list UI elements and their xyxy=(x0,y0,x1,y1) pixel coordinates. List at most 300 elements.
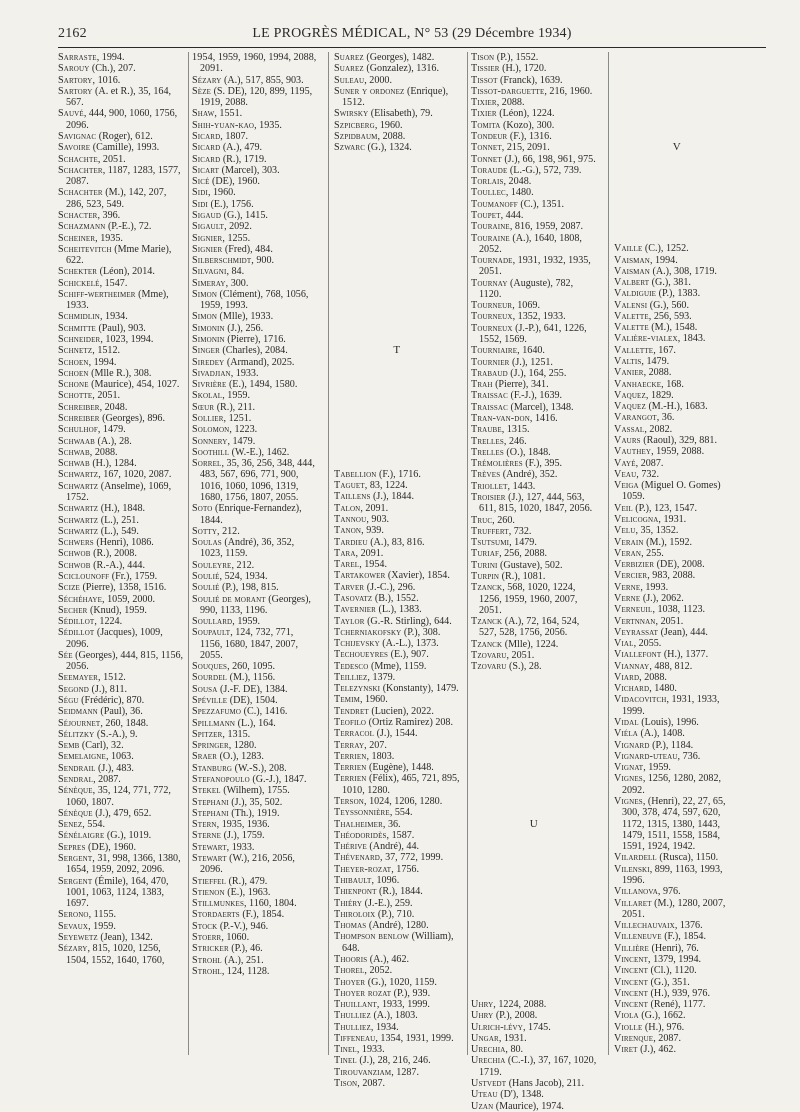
spacer xyxy=(334,221,460,232)
index-entry: Tzanck (A.), 72, 164, 524, 527, 528, 1756, 2056. xyxy=(471,616,580,639)
index-entry: Ustvedt (Hans Jacob), 211. xyxy=(471,1078,585,1090)
spacer xyxy=(471,797,597,808)
index-entry: Tarver (J.-C.), 296. xyxy=(334,581,416,593)
index-entry: Suarez (Georges), 1482. xyxy=(334,52,435,63)
spacer xyxy=(471,988,597,999)
index-entry: Tissot-darguette, 216, 1960. xyxy=(471,85,593,97)
spacer xyxy=(334,187,460,198)
index-entry: Sédillot (Jacques), 1009, 2096. xyxy=(58,627,163,650)
index-entry: Vaisman (A.), 308, 1719. xyxy=(614,265,717,277)
spacer xyxy=(614,52,740,63)
index-entry: Strohl (A.), 251. xyxy=(192,954,264,966)
index-entry: Soothill (W.-E.), 1462. xyxy=(192,446,290,458)
index-entry: Tzovaru (S.), 28. xyxy=(471,661,542,673)
index-entry: Silvagni, 84. xyxy=(192,266,245,278)
spacer xyxy=(614,187,740,198)
index-entry: Soulié (P.), 198, 815. xyxy=(192,582,279,594)
index-entry: Schnetz, 1512. xyxy=(58,345,121,357)
index-entry: Sicé (DE), 1960. xyxy=(192,176,260,188)
index-entry: Troisier (J.), 127, 444, 563, 611, 815, 1020, 1847, 2056. xyxy=(471,491,593,515)
index-entry: Schachte, 2051. xyxy=(58,153,126,165)
index-entry: Szwarc (G.), 1324. xyxy=(334,142,412,154)
spacer xyxy=(471,931,597,942)
index-entry: Spéville (DE), 1504. xyxy=(192,695,278,707)
index-entry: Soupault, 124, 732, 771, 1156, 1680, 1847, 2007, 2055. xyxy=(192,627,299,661)
index-entry: Scheiner, 1935. xyxy=(58,232,123,244)
index-entry: Stewart, 1933. xyxy=(192,841,255,853)
index-entry: Sivrière (E.), 1494, 1580. xyxy=(192,379,298,391)
index-entry: Traissac (Marcel), 1348. xyxy=(471,401,574,413)
index-entry: Touraine (A.), 1640, 1808, 2052. xyxy=(471,232,582,255)
index-entry: Tchijevsky (A.-L.), 1373. xyxy=(334,638,439,650)
index-entry: Signier (Fred), 484. xyxy=(192,243,273,255)
index-column-3 xyxy=(334,52,460,1089)
index-entry: Tinel, 1933. xyxy=(334,1044,385,1056)
index-entry: Tison (P.), 1552. xyxy=(471,52,539,63)
index-entry: Talon, 2091. xyxy=(334,502,389,514)
index-entry: Schoen, 1994. xyxy=(58,356,117,368)
index-entry: Torlais, 2048. xyxy=(471,176,532,188)
index-entry: Vilardell (Rusca), 1150. xyxy=(614,852,719,864)
index-entry: Schwartz (L.), 549. xyxy=(58,525,139,537)
index-entry: Viola (G.), 1662. xyxy=(614,1010,686,1022)
spacer xyxy=(614,232,740,243)
index-entry: Sonnery, 1479. xyxy=(192,435,256,447)
index-entry: Schulhof, 1479. xyxy=(58,424,126,436)
index-entry: Tournay (Auguste), 782, 1120. xyxy=(471,277,574,300)
index-entry: Valtis, 1479. xyxy=(614,356,670,368)
index-entry: Techoueyres (E.), 907. xyxy=(334,649,429,661)
index-entry: Sterne (J.), 1759. xyxy=(192,830,265,842)
spacer xyxy=(614,164,740,175)
spacer xyxy=(614,176,740,187)
index-entry: Sorrel, 35, 36, 256, 348, 444, 483, 567, 696, 771, 900, 1016, 1060, 1096, 1319, 1680, 1756, 1807, 2055. xyxy=(192,458,315,503)
index-entry: Theyer-rozat, 1756. xyxy=(334,863,419,875)
index-entry: Schoen (Mlle R.), 308. xyxy=(58,367,152,379)
index-entry: Sergent (Émile), 164, 470, 1001, 1063, 1124, 1383, 1697. xyxy=(58,875,169,910)
index-entry: Sraer (O.), 1283. xyxy=(192,751,264,763)
index-entry: Tournier (J.), 1251. xyxy=(471,356,553,368)
index-entry: Trèves (André), 352. xyxy=(471,469,558,481)
index-entry: Sivadjian, 1933. xyxy=(192,367,259,379)
index-entry: Thulliez, 1934. xyxy=(334,1021,399,1033)
spacer xyxy=(334,300,460,311)
spacer xyxy=(614,63,740,74)
index-entry: Sénèque (J.), 479, 652. xyxy=(58,807,152,819)
index-entry: Thérive (André), 44. xyxy=(334,841,420,853)
index-entry: Sigaud (G.), 1415. xyxy=(192,209,268,221)
index-entry: Stillmunkes, 1160, 1804. xyxy=(192,898,297,910)
index-entry: Tasovatz (B.), 1552. xyxy=(334,592,419,604)
index-entry: Tixier, 2088. xyxy=(471,97,525,109)
index-entry: Toupet, 444. xyxy=(471,209,524,221)
index-entry: Soullard, 1959. xyxy=(192,616,261,628)
spacer xyxy=(471,785,597,796)
index-entry: Tonnet (J.), 66, 198, 961, 975. xyxy=(471,153,596,165)
index-entry: Teofilo (Ortiz Ramirez) 208. xyxy=(334,717,453,729)
index-entry: Turpin (R.), 1081. xyxy=(471,570,546,582)
index-entry: Tarel, 1954. xyxy=(334,559,387,571)
index-entry: Stoerr, 1060. xyxy=(192,931,250,943)
index-entry: Scize (Pierre), 1358, 1516. xyxy=(58,582,167,594)
index-entry: Villanova, 976. xyxy=(614,886,681,898)
index-entry: Veiga (Miguel O. Gomes) 1059. xyxy=(614,480,721,503)
index-entry: Thooris (A.), 462. xyxy=(334,953,410,965)
spacer xyxy=(614,221,740,232)
index-entry: Triollet, 1443. xyxy=(471,480,536,492)
index-entry: Tzovaru, 2051. xyxy=(471,649,535,661)
index-entry: Schreiber, 2048. xyxy=(58,401,128,413)
index-entry: Valensi (G.), 560. xyxy=(614,299,690,311)
index-entry: Thompson benlow (William), 648. xyxy=(334,931,454,954)
index-entry: Stock (P.-V.), 946. xyxy=(192,920,269,932)
index-entry: Thiroloix (P.), 710. xyxy=(334,908,415,920)
spacer xyxy=(471,684,597,695)
index-entry: Varangot, 36. xyxy=(614,412,675,424)
spacer xyxy=(334,379,460,390)
index-entry: Valière-vialex, 1843. xyxy=(614,333,706,345)
index-entry: Vaille (C.), 1252. xyxy=(614,243,689,255)
index-entry: Vidacovitch, 1931, 1933, 1999. xyxy=(614,694,720,717)
index-entry: Uhry, 1224, 2088. xyxy=(471,999,547,1011)
index-entry: Tsutsumi, 1479. xyxy=(471,537,537,549)
index-entry: Skolal, 1959. xyxy=(192,390,250,402)
index-entry: Semb (Carl), 32. xyxy=(58,740,124,752)
column-divider xyxy=(608,52,609,1055)
index-entry: Thévenard, 37, 772, 1999. xyxy=(334,852,444,864)
spacer xyxy=(614,97,740,108)
index-entry: Tiffeneau, 1354, 1931, 1999. xyxy=(334,1032,454,1044)
index-entry: Vercier, 983, 2088. xyxy=(614,570,696,582)
section-letter: T xyxy=(393,344,401,357)
index-entry: Sidi, 1960. xyxy=(192,187,236,199)
index-entry: Verbizier (DE), 2008. xyxy=(614,559,705,571)
index-entry: Séjournet, 260, 1848. xyxy=(58,717,149,729)
index-entry: Sicard (A.), 479. xyxy=(192,142,263,154)
index-entry: Ségu (Frédéric), 870. xyxy=(58,695,145,707)
spacer xyxy=(614,198,740,209)
index-entry: Thienpont (R.), 1844. xyxy=(334,886,423,898)
index-entry: Vilenski, 899, 1163, 1993, 1996. xyxy=(614,863,723,886)
spacer xyxy=(471,954,597,965)
spacer xyxy=(471,864,597,875)
index-entry: Sarouy (Ch.), 207. xyxy=(58,63,136,75)
index-entry: Schwab (H.), 1284. xyxy=(58,458,137,470)
index-entry: Spillmann (L.), 164. xyxy=(192,717,276,729)
index-entry: Silberschmidt, 900. xyxy=(192,255,275,267)
spacer xyxy=(471,672,597,683)
index-entry: Violle (H.), 976. xyxy=(614,1021,685,1033)
index-entry: Soulié, 524, 1934. xyxy=(192,570,268,582)
index-entry: Sotty, 212. xyxy=(192,525,240,537)
index-entry: Sciclounoff (Fr.), 1759. xyxy=(58,570,158,582)
spacer xyxy=(471,751,597,762)
index-entry: Schwartz (H.), 1848. xyxy=(58,503,146,515)
index-entry: Singer (Charles), 2084. xyxy=(192,345,288,357)
index-entry: Vanhaecke, 168. xyxy=(614,378,684,390)
index-entry: Swirsky (Elisabeth), 79. xyxy=(334,108,433,120)
index-entry: Tinel (J.), 28, 216, 246. xyxy=(334,1055,431,1067)
spacer xyxy=(334,233,460,244)
index-entry: Vaquez (M.-H.), 1683. xyxy=(614,401,708,413)
index-entry: Tondeur (F.), 1316. xyxy=(471,130,552,142)
index-entry: Sicard (R.), 1719. xyxy=(192,153,267,165)
index-entry: Terson, 1024, 1206, 1280. xyxy=(334,796,443,807)
index-entry: Signier, 1255. xyxy=(192,232,251,244)
index-entry: Tomita (Kozo), 300. xyxy=(471,119,555,131)
spacer xyxy=(471,763,597,774)
index-entry: Turini (Gustave), 502. xyxy=(471,559,563,571)
spacer xyxy=(614,108,740,119)
index-entry: Scheitevitch (Mme Marie), 622. xyxy=(58,243,172,267)
index-entry: Villière (Henri), 76. xyxy=(614,942,699,954)
journal-title: LE PROGRÈS MÉDICAL, N° 53 (29 Décembre 1934) xyxy=(252,26,572,41)
index-entry: Thuillant, 1933, 1999. xyxy=(334,999,430,1011)
index-entry: Taylor (G.-R. Stirling), 644. xyxy=(334,615,452,627)
index-entry: Tixier (Léon), 1224. xyxy=(471,108,555,120)
index-entry: Stordaerts (F.), 1854. xyxy=(192,909,285,921)
index-entry: Trelles (O.), 1848. xyxy=(471,446,551,458)
index-entry: Vignat, 1959. xyxy=(614,762,671,774)
spacer xyxy=(334,154,460,165)
index-entry: Tartakower (Xavier), 1854. xyxy=(334,570,450,582)
index-entry: Stephani (Th.), 1919. xyxy=(192,807,280,819)
index-entry: Siredey (Armand), 2025. xyxy=(192,356,295,368)
index-entry: Spezzafumo (C.), 1416. xyxy=(192,706,288,718)
section-letter: U xyxy=(529,817,539,830)
index-entry: Shaw, 1551. xyxy=(192,108,243,120)
spacer xyxy=(471,718,597,729)
index-entry: Terrien, 1803. xyxy=(334,750,395,762)
index-entry: Sèze (S. DE), 120, 899, 1195, 1919, 2088. xyxy=(192,85,313,109)
index-entry: Telezynski (Konstanty), 1479. xyxy=(334,683,459,695)
index-entry: Stephani (J.), 35, 502. xyxy=(192,796,283,808)
index-entry: Szpicberg, 1960. xyxy=(334,119,403,131)
index-entry: Taillens (J.), 1844. xyxy=(334,491,414,503)
index-entry: Verain (M.), 1592. xyxy=(614,536,693,548)
index-entry: Valette, 256, 593. xyxy=(614,310,692,322)
index-entry: Valdiguie (P.), 1383. xyxy=(614,288,701,300)
index-entry: Schacter, 396. xyxy=(58,209,121,221)
index-entry: Tzanck (Mlle), 1224. xyxy=(471,638,559,650)
index-entry: Viallefont (H.), 1377. xyxy=(614,649,709,661)
index-entry: Viard, 2088. xyxy=(614,671,667,683)
index-entry: Vayé, 2087. xyxy=(614,457,664,469)
spacer xyxy=(614,75,740,86)
spacer xyxy=(471,774,597,785)
index-entry: Strohl, 124, 1128. xyxy=(192,965,270,977)
index-entry: Stefanopoulo (G.-J.), 1847. xyxy=(192,774,307,785)
index-entry: Sevaux, 1959. xyxy=(58,920,116,932)
index-entry: Sée (Georges), 444, 815, 1156, 2056. xyxy=(58,649,184,673)
index-entry: Trémolières (F.), 395. xyxy=(471,458,563,470)
index-entry: Uhry (P.), 2008. xyxy=(471,1010,538,1022)
index-entry: Schwob (R.-A.), 444. xyxy=(58,559,145,571)
index-entry: Sartory, 1016. xyxy=(58,74,121,86)
index-entry: Sollier, 1251. xyxy=(192,413,252,424)
index-entry: Traube, 1315. xyxy=(471,424,530,436)
index-entry: Suner y ordonez (Enrique), 1512. xyxy=(334,85,449,109)
index-entry: Thulliez (A.), 1803. xyxy=(334,1010,418,1022)
index-entry: Seemayer, 1512. xyxy=(58,672,126,684)
index-entry: Tardieu (A.), 83, 816. xyxy=(334,536,425,548)
spacer xyxy=(471,729,597,740)
spacer xyxy=(334,278,460,289)
spacer xyxy=(334,266,460,277)
index-entry: Sauvé, 444, 900, 1060, 1756, 2096. xyxy=(58,108,178,131)
index-entry: Tcherniakofsky (P.), 308. xyxy=(334,626,441,638)
index-entry: Verne (J.), 2062. xyxy=(614,592,684,604)
spacer xyxy=(334,289,460,300)
spacer xyxy=(334,401,460,412)
spacer xyxy=(334,210,460,221)
spacer xyxy=(471,920,597,931)
header-rule xyxy=(58,47,766,48)
spacer xyxy=(471,695,597,706)
index-entry: Vincent (Cl.), 1120. xyxy=(614,965,697,977)
index-entry: Teilliez, 1379. xyxy=(334,671,396,683)
index-entry: Uzan (Maurice), 1974. xyxy=(471,1100,564,1112)
index-entry: Vidal (Louis), 1996. xyxy=(614,717,699,729)
spacer xyxy=(471,875,597,886)
index-entry: Tedesco (Mme), 1159. xyxy=(334,660,427,672)
index-entry: Sidi (E.), 1756. xyxy=(192,198,254,210)
index-entry: Tourneur, 1069. xyxy=(471,300,540,312)
index-entry: Szpidbaum, 2088. xyxy=(334,130,406,142)
index-entry: Séchéhaye, 1059, 2000. xyxy=(58,593,156,605)
index-entry: Vignes, 1256, 1280, 2082, 2092. xyxy=(614,773,722,796)
index-entry: Simonin (J.), 256. xyxy=(192,322,264,334)
index-column-1 xyxy=(58,52,184,966)
index-entry: Tran-van-don, 1416. xyxy=(471,413,558,424)
spacer xyxy=(334,255,460,266)
index-entry: Traissac (F.-J.), 1639. xyxy=(471,390,563,402)
index-entry: Schwob (R.), 2008. xyxy=(58,548,137,560)
index-entry: Stricker (P.), 46. xyxy=(192,943,263,955)
index-entry: Tzanck, 568, 1020, 1224, 1256, 1959, 1960, 2007, 2051. xyxy=(471,582,578,616)
index-entry: Sédillot, 1224. xyxy=(58,616,123,628)
index-entry: Terracol (J.), 1544. xyxy=(334,728,418,740)
index-entry: Sigault, 2092. xyxy=(192,221,252,233)
index-entry: Stekel (Wilhem), 1755. xyxy=(192,785,290,797)
index-entry: Schreiber (Georges), 896. xyxy=(58,413,165,424)
index-entry: Secher (Knud), 1959. xyxy=(58,604,147,616)
index-entry: Vignard (P.), 1184. xyxy=(614,739,694,751)
index-entry: Viéla (A.), 1408. xyxy=(614,728,685,740)
index-entry: Thalheimer, 36. xyxy=(334,818,401,830)
spacer xyxy=(471,898,597,909)
index-entry: Vaurs (Raoul), 329, 881. xyxy=(614,435,717,446)
index-entry: Trabaud (J.), 164, 255. xyxy=(471,367,567,379)
index-entry: Truffert, 732. xyxy=(471,525,532,537)
index-entry: Vanier, 2088. xyxy=(614,367,672,379)
spacer xyxy=(471,943,597,954)
index-entry: Seidmann (Paul), 36. xyxy=(58,706,143,718)
index-entry: Tournade, 1931, 1932, 1935, 2051. xyxy=(471,255,591,278)
spacer xyxy=(334,199,460,210)
spacer xyxy=(471,886,597,897)
index-entry: Villeneuve (F.), 1854. xyxy=(614,931,707,943)
index-entry: Tannou, 903. xyxy=(334,513,390,525)
index-entry: Valbert (G.), 381. xyxy=(614,277,691,289)
index-entry: Théodoridès, 1587. xyxy=(334,829,415,841)
page-number: 2162 xyxy=(58,26,87,41)
index-entry: Schmitte (Paul), 903. xyxy=(58,322,146,334)
spacer xyxy=(334,458,460,469)
index-entry: Savignac (Roger), 612. xyxy=(58,130,153,142)
index-entry: Simon (Clément), 768, 1056, 1959, 1993. xyxy=(192,288,309,312)
index-entry: Senez, 554. xyxy=(58,819,105,831)
index-entry: Touraine, 816, 1959, 2087. xyxy=(471,221,584,233)
column-divider xyxy=(188,52,189,1055)
spacer xyxy=(334,244,460,255)
index-entry: Vassal, 2082. xyxy=(614,423,673,435)
index-entry: Viret (J.), 462. xyxy=(614,1044,677,1056)
index-entry: Soulié de morant (Georges), 990, 1133, 1196. xyxy=(192,593,311,616)
index-entry: Spitzer, 1315. xyxy=(192,728,251,740)
index-entry: Schwartz, 167, 1020, 2087. xyxy=(58,469,172,481)
index-entry: Souleyre, 212. xyxy=(192,559,255,571)
index-column-2 xyxy=(192,52,318,977)
index-entry: Sourdel (M.), 1156. xyxy=(192,672,276,684)
spacer xyxy=(334,176,460,187)
index-entry: Sicart (Marcel), 303. xyxy=(192,164,280,176)
index-entry: Vertnnan, 2051. xyxy=(614,615,684,627)
index-entry: Sicard, 1807. xyxy=(192,130,249,142)
spacer xyxy=(334,311,460,322)
index-entry: Tonnet, 215, 2091. xyxy=(471,142,550,154)
index-entry: Schachter, 1187, 1283, 1577, 2087. xyxy=(58,164,181,188)
index-entry: Vincent, 1379, 1994. xyxy=(614,953,702,965)
section-letter: V xyxy=(672,140,682,153)
index-entry: Soulas (André), 36, 352, 1023, 1159. xyxy=(192,537,295,560)
index-entry: Uteau (D'), 1348. xyxy=(471,1089,544,1101)
index-entry: Urechia (C.-I.), 37, 167, 1020, 1719. xyxy=(471,1055,597,1078)
index-entry: Vincent (G.), 351. xyxy=(614,976,690,988)
spacer xyxy=(334,367,460,378)
index-entry: Sarraste, 1994. xyxy=(58,52,125,63)
index-entry: Vallette, 167. xyxy=(614,344,676,356)
index-entry: Tissot (Franck), 1639. xyxy=(471,74,563,86)
index-entry: Schone (Maurice), 454, 1027. xyxy=(58,379,180,391)
index-entry: Vial, 2055. xyxy=(614,638,662,650)
index-entry: Sartory (A. et R.), 35, 164, 567. xyxy=(58,85,172,109)
index-entry: Soto (Enrique-Fernandez), 1844. xyxy=(192,503,302,526)
index-entry: Schachter (M.), 142, 207, 286, 523, 549. xyxy=(58,187,167,210)
index-entry: Villechauvaix, 1376. xyxy=(614,920,703,932)
index-entry: Tison, 2087. xyxy=(334,1078,386,1090)
index-entry: Schwers (Henri), 1086. xyxy=(58,537,154,549)
index-entry: Suleau, 2000. xyxy=(334,74,392,86)
index-entry: Vignes, (Henri), 22, 27, 65, 300, 378, 474, 597, 620, 1172, 1315, 1380, 1443, 1479, 1511, 1558, 1584, 1591, 1924, 1942. xyxy=(614,796,726,853)
index-entry: Temim, 1960. xyxy=(334,694,388,706)
index-entry: Schwartz (L.), 251. xyxy=(58,514,139,526)
index-entry: Toumanoff (C.), 1351. xyxy=(471,198,565,210)
index-entry: Verne, 1993. xyxy=(614,581,669,593)
index-entry: Ulrich-lévy, 1745. xyxy=(471,1021,551,1033)
column-divider xyxy=(328,52,329,1055)
index-entry: Schotte, 2051. xyxy=(58,390,121,402)
index-entry: Schwartz (Anselme), 1069, 1752. xyxy=(58,480,172,503)
index-entry: Sendrail (J.), 483. xyxy=(58,762,134,774)
index-entry: Tabellion (F.), 1716. xyxy=(334,468,421,480)
index-entry: Sepres (DE), 1960. xyxy=(58,841,136,853)
index-entry: Sénèque, 35, 124, 771, 772, 1060, 1807. xyxy=(58,785,171,808)
index-entry: Segond (J.), 811. xyxy=(58,683,128,695)
spacer xyxy=(471,909,597,920)
index-column-5 xyxy=(614,52,740,1055)
index-entry: 1954, 1959, 1960, 1994, 2088, 2091. xyxy=(192,52,317,75)
